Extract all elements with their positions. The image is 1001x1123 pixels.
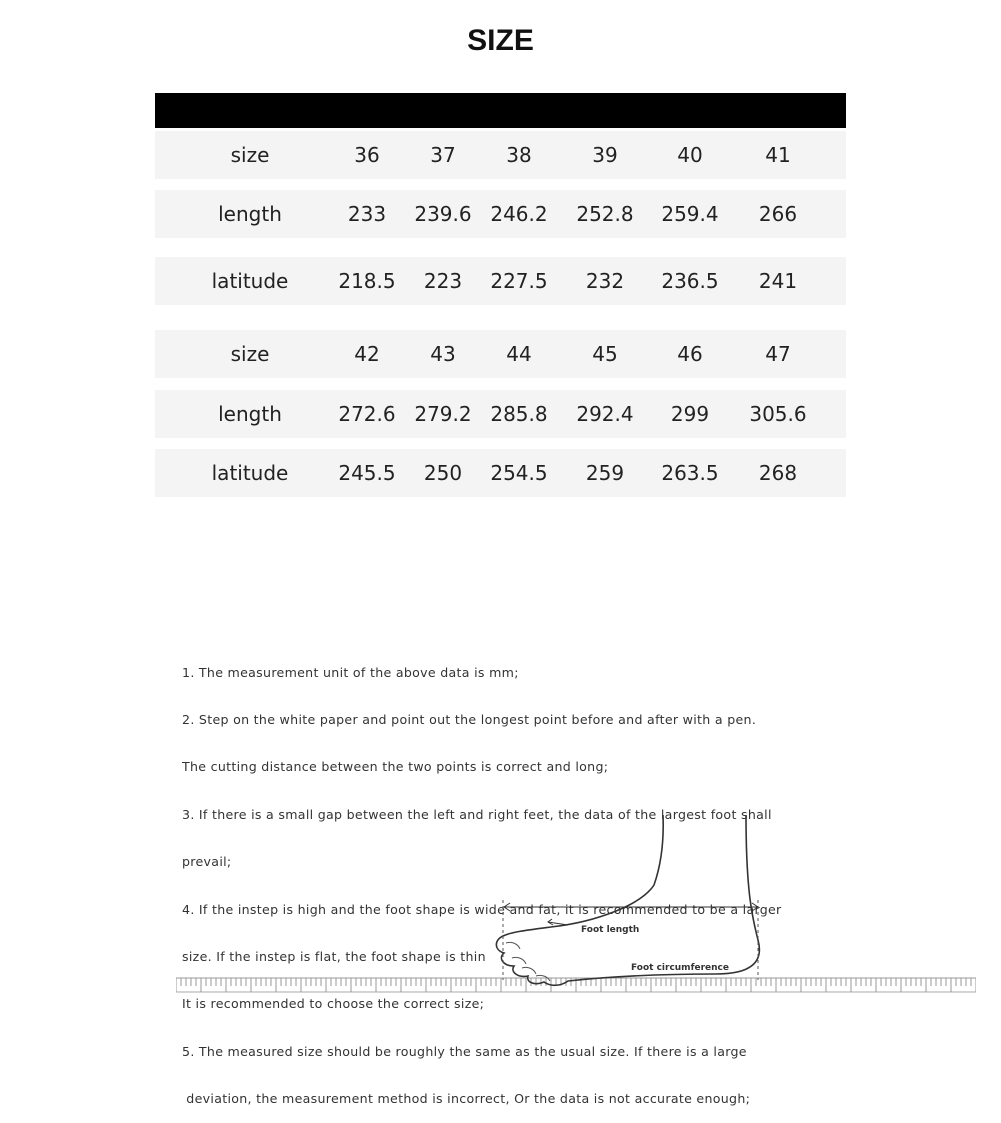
table-cell: 41	[765, 143, 791, 167]
row-label: size	[230, 143, 270, 167]
table-cell: 42	[354, 342, 380, 366]
table-cell: 285.8	[490, 402, 548, 426]
table-cell: 299	[670, 402, 710, 426]
table-cell: 241	[758, 269, 798, 293]
note-line: size. If the instep is flat, the foot shape is thin	[182, 948, 486, 964]
table-cell: 38	[506, 143, 532, 167]
table-cell: 250	[423, 461, 463, 485]
foot-outline	[496, 815, 759, 985]
table-cell: 268	[758, 461, 798, 485]
table-cell: 259	[585, 461, 625, 485]
table-cell: 223	[423, 269, 463, 293]
table-cell: 259.4	[661, 202, 719, 226]
note-line: It is recommended to choose the correct size;	[182, 996, 485, 1012]
row-label: length	[218, 402, 282, 426]
table-cell: 43	[430, 342, 456, 366]
table-cell: 239.6	[414, 202, 472, 226]
note-line: The cutting distance between the two points is correct and long;	[182, 759, 609, 775]
table-cell: 227.5	[490, 269, 548, 293]
table-cell: 44	[506, 342, 532, 366]
table-header-bar	[155, 93, 846, 128]
table-cell: 45	[592, 342, 618, 366]
table-cell: 246.2	[490, 202, 548, 226]
table-cell: 36	[354, 143, 380, 167]
table-row	[155, 330, 846, 378]
table-row	[155, 390, 846, 438]
table-row	[155, 190, 846, 238]
row-label: latitude	[211, 461, 289, 485]
note-line: deviation, the measurement method is incorrect, Or the data is not accurate enough;	[182, 1091, 751, 1107]
table-cell: 254.5	[490, 461, 548, 485]
table-cell: 266	[758, 202, 798, 226]
table-cell: 236.5	[661, 269, 719, 293]
row-label: length	[218, 202, 282, 226]
table-cell: 279.2	[414, 402, 472, 426]
row-label: latitude	[211, 269, 289, 293]
table-cell: 263.5	[661, 461, 719, 485]
table-row	[155, 131, 846, 179]
table-cell: 305.6	[749, 402, 807, 426]
foot-measurement-diagram	[176, 810, 976, 1001]
table-cell: 272.6	[338, 402, 396, 426]
foot-circumference-label: Foot circumference	[631, 963, 729, 973]
table-cell: 39	[592, 143, 618, 167]
table-row	[155, 257, 846, 305]
foot-illustration	[176, 810, 976, 1001]
table-row	[155, 449, 846, 497]
note-line: 3. If there is a small gap between the left and right feet, the data of the largest foot shall	[182, 806, 772, 822]
table-cell: 245.5	[338, 461, 396, 485]
note-line: 4. If the instep is high and the foot shape is wide and fat, it is recommended to be a larger	[182, 901, 782, 917]
table-cell: 233	[347, 202, 387, 226]
note-line: 1. The measurement unit of the above data is mm;	[182, 664, 519, 680]
table-cell: 46	[677, 342, 703, 366]
table-cell: 232	[585, 269, 625, 293]
note-line: prevail;	[182, 854, 232, 870]
table-cell: 292.4	[576, 402, 634, 426]
table-cell: 47	[765, 342, 791, 366]
table-cell: 218.5	[338, 269, 396, 293]
table-cell: 37	[430, 143, 456, 167]
note-line: 5. The measured size should be roughly the same as the usual size. If there is a large	[182, 1043, 747, 1059]
row-label: size	[230, 342, 270, 366]
table-cell: 252.8	[576, 202, 634, 226]
table-cell: 40	[677, 143, 703, 167]
foot-length-label: Foot length	[581, 925, 640, 935]
page-title: SIZE	[467, 24, 534, 57]
note-line: 2. Step on the white paper and point out the longest point before and after with a pen.	[182, 711, 757, 727]
